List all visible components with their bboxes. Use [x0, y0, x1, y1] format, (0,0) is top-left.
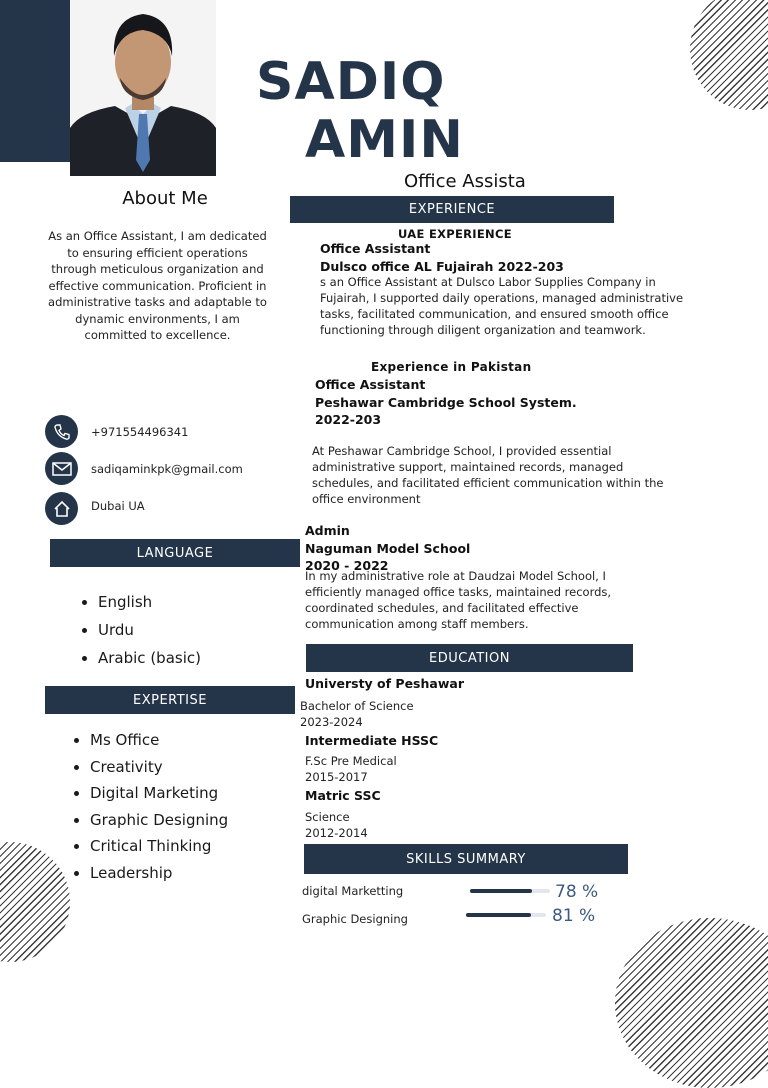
- edu-school-2: Intermediate HSSC: [305, 733, 439, 748]
- pk-company: Peshawar Cambridge School System.: [315, 395, 577, 410]
- pk-years: 2022-203: [315, 412, 382, 427]
- list-item: Urdu: [78, 616, 201, 644]
- skill-percent-2: 81 %: [552, 906, 596, 926]
- skill-label-1: digital Marketting: [302, 884, 404, 898]
- expertise-list: [70, 727, 228, 886]
- skill-percent-1: 78 %: [555, 882, 599, 902]
- uae-description: s an Office Assistant at Dulsco Labor Supplies Company in Fujairah, I supported daily operations, managed administrative tasks, facilitated communication, and ensured smooth office functioning through diligent organization and teamwork.: [320, 275, 684, 337]
- skill-bar-2: [466, 913, 546, 917]
- language-list: [78, 588, 201, 672]
- edu-years-3: 2012-2014: [305, 826, 368, 840]
- list-item: English: [78, 588, 201, 616]
- edu-degree-3: Science: [305, 810, 350, 824]
- edu-school-3: Matric SSC: [305, 788, 381, 803]
- uae-company: Dulsco office AL Fujairah 2022-203: [320, 259, 564, 274]
- hatch-circle-bottom-right: [615, 918, 768, 1088]
- header-accent-strip: [55, 0, 70, 162]
- skill-bar-1: [470, 889, 550, 893]
- phone-icon: [45, 415, 78, 448]
- language-heading: LANGUAGE: [50, 539, 300, 567]
- hatch-circle-bottom-left: [0, 842, 70, 962]
- edu-degree-1: Bachelor of Science: [300, 699, 414, 713]
- list-item: Ms Office: [70, 727, 228, 754]
- admin-years: 2020 - 2022: [305, 558, 389, 573]
- list-item: Graphic Designing: [70, 807, 228, 834]
- skills-heading: SKILLS SUMMARY: [304, 844, 628, 874]
- admin-company: Naguman Model School: [305, 541, 471, 556]
- expertise-heading: EXPERTISE: [45, 686, 295, 714]
- about-heading: About Me: [122, 188, 208, 209]
- email-address: sadiqaminkpk@gmail.com: [91, 462, 243, 476]
- list-item: Critical Thinking: [70, 833, 228, 860]
- skill-bar-fill-1: [470, 889, 532, 893]
- hatch-circle-top-right: [690, 0, 768, 110]
- location: Dubai UA: [91, 499, 145, 513]
- edu-years-2: 2015-2017: [305, 770, 368, 784]
- edu-degree-2: F.Sc Pre Medical: [305, 754, 397, 768]
- name-first: SADIQ: [256, 52, 446, 112]
- phone-number: +971554496341: [91, 425, 189, 439]
- skill-label-2: Graphic Designing: [302, 912, 408, 926]
- edu-school-1: Universty of Peshawar: [305, 676, 464, 691]
- profile-photo: [70, 0, 216, 176]
- pakistan-experience-heading: Experience in Pakistan: [371, 360, 532, 374]
- edu-years-1: 2023-2024: [300, 715, 363, 729]
- list-item: Digital Marketing: [70, 780, 228, 807]
- admin-role: Admin: [305, 523, 350, 538]
- admin-description: In my administrative role at Daudzai Model School, I efficiently managed office tasks, maintained records, coordinated schedules, and facilitated effective communication among staff members.: [305, 569, 612, 631]
- uae-experience-heading: UAE EXPERIENCE: [398, 227, 512, 241]
- about-text: As an Office Assistant, I am dedicated to ensuring efficient operations through meticulous organization and effective communication. Proficient in administrative tasks and adaptable to dynamic environments, I am committed to excellence.: [48, 229, 267, 342]
- uae-role: Office Assistant: [320, 241, 431, 256]
- pk-role: Office Assistant: [315, 377, 426, 392]
- skill-bar-fill-2: [466, 913, 531, 917]
- email-icon: [45, 452, 78, 485]
- education-heading: EDUCATION: [306, 644, 633, 672]
- pk-description: At Peshawar Cambridge School, I provided essential administrative support, maintained records, managed schedules, and facilitated efficient communication within the office environment: [312, 444, 664, 506]
- job-title: Office Assista: [404, 171, 526, 192]
- list-item: Arabic (basic): [78, 644, 201, 672]
- list-item: Leadership: [70, 860, 228, 887]
- name-last: AMIN: [305, 110, 464, 170]
- list-item: Creativity: [70, 754, 228, 781]
- home-icon: [45, 492, 78, 525]
- experience-heading: EXPERIENCE: [290, 196, 614, 223]
